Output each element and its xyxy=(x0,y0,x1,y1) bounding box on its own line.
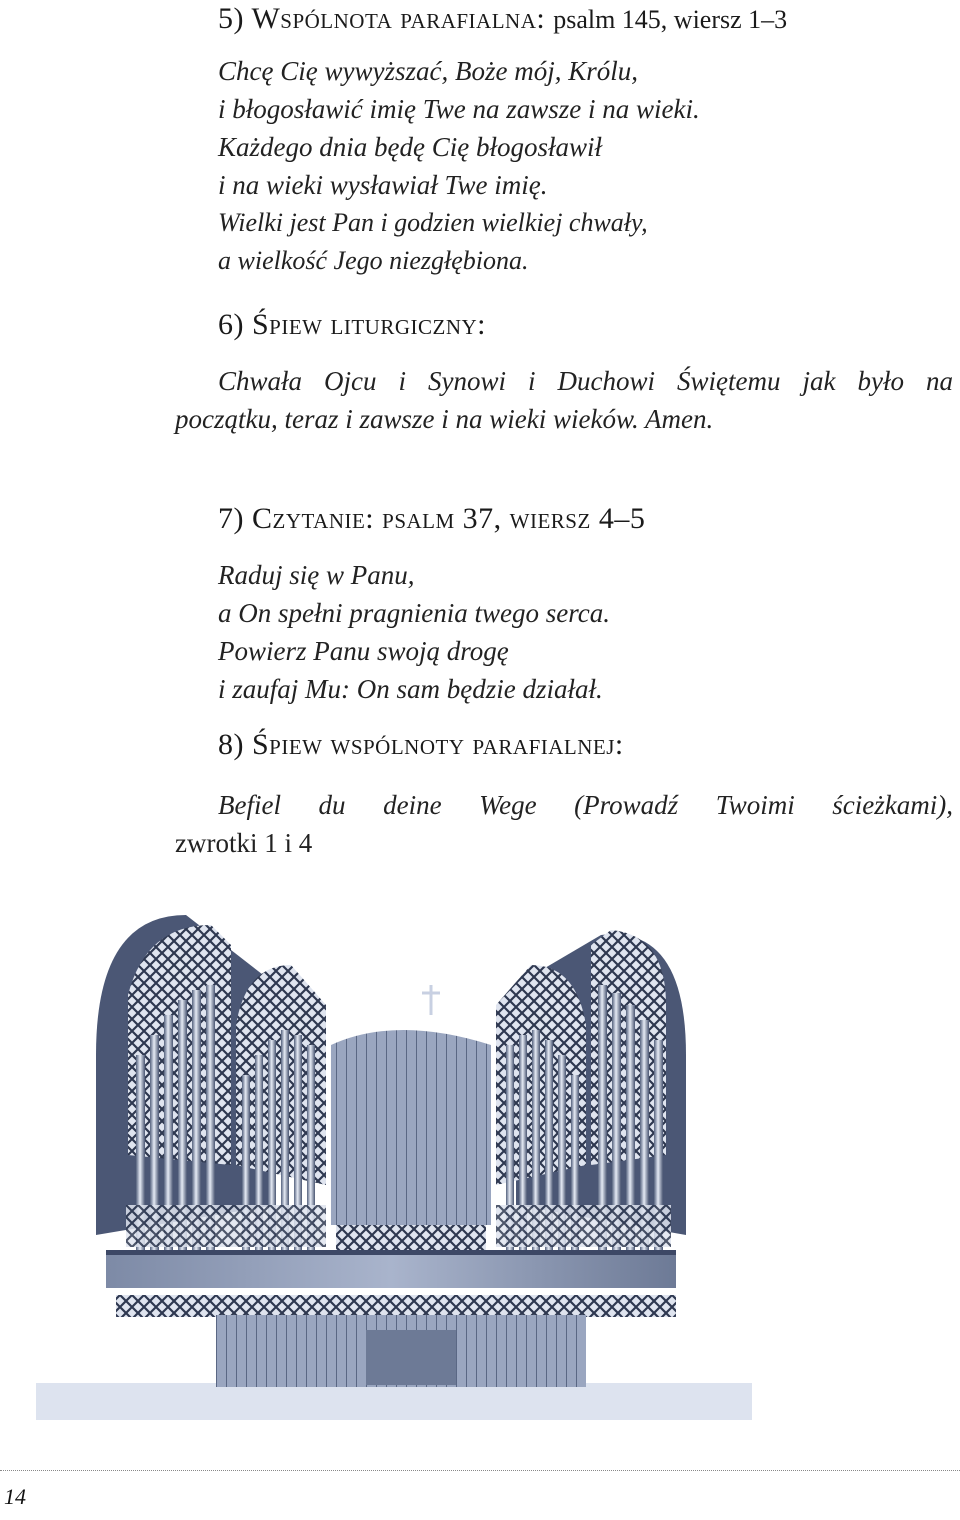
section-7-verse xyxy=(218,556,610,708)
ledge-edge xyxy=(106,1250,676,1255)
left-lower-lattice xyxy=(126,1205,326,1247)
section-8-text xyxy=(175,786,955,862)
right-lower-lattice xyxy=(496,1205,671,1247)
central-wood-panel xyxy=(331,1030,491,1225)
section-number: 6) xyxy=(218,308,244,341)
section-title: Czytanie: psalm 37, wiersz 4–5 xyxy=(252,502,646,535)
section-title: Wspólnota parafialna: xyxy=(251,2,546,35)
page-number: 14 xyxy=(4,1484,26,1509)
pipe-organ-illustration xyxy=(36,905,752,1420)
verse-line: a wielkość Jego niezgłębiona. xyxy=(218,246,529,275)
hymn-detail: zwrotki 1 i 4 xyxy=(175,828,313,858)
verse-line: i błogosławić imię Twe na zawsze i na wieki. xyxy=(218,94,700,124)
floor-glow xyxy=(36,1383,752,1420)
section-5-heading xyxy=(218,2,787,36)
text-line: Chwała Ojcu i Synowi i Duchowi Świętemu jak było na xyxy=(218,366,953,396)
section-number: 7) xyxy=(218,502,244,535)
text-line: początku, teraz i zawsze i na wieki wieków. Amen. xyxy=(175,404,714,434)
footer-rule xyxy=(0,1470,960,1471)
verse-line: i na wieki wysławiał Twe imię. xyxy=(218,170,548,200)
hymn-title: Befiel du deine Wege (Prowadź Twoimi ścieżkami), xyxy=(218,790,953,820)
verse-line: Chcę Cię wywyższać, Boże mój, Królu, xyxy=(218,56,638,86)
verse-line: Raduj się w Panu, xyxy=(218,560,415,590)
section-5-verse xyxy=(218,52,700,280)
verse-line: Wielki jest Pan i godzien wielkiej chwały, xyxy=(218,208,648,237)
section-8-heading xyxy=(218,728,624,762)
verse-line: Każdego dnia będę Cię błogosławił xyxy=(218,132,602,162)
section-number: 8) xyxy=(218,728,244,761)
section-6-heading xyxy=(218,308,486,342)
bottom-lattice xyxy=(116,1295,676,1317)
section-title: Śpiew liturgiczny: xyxy=(252,308,486,341)
verse-line: a On spełni pragnienia twego serca. xyxy=(218,598,610,628)
organ-ledge xyxy=(106,1250,676,1288)
console-panel xyxy=(366,1330,456,1385)
verse-line: i zaufaj Mu: On sam będzie działał. xyxy=(218,674,603,704)
verse-line: Powierz Panu swoją drogę xyxy=(218,636,509,666)
section-title: Śpiew wspólnoty parafialnej: xyxy=(252,728,624,761)
section-7-heading xyxy=(218,502,645,536)
section-6-text xyxy=(175,362,955,438)
section-reference: psalm 145, wiersz 1–3 xyxy=(553,5,788,34)
section-number: 5) xyxy=(218,2,244,35)
